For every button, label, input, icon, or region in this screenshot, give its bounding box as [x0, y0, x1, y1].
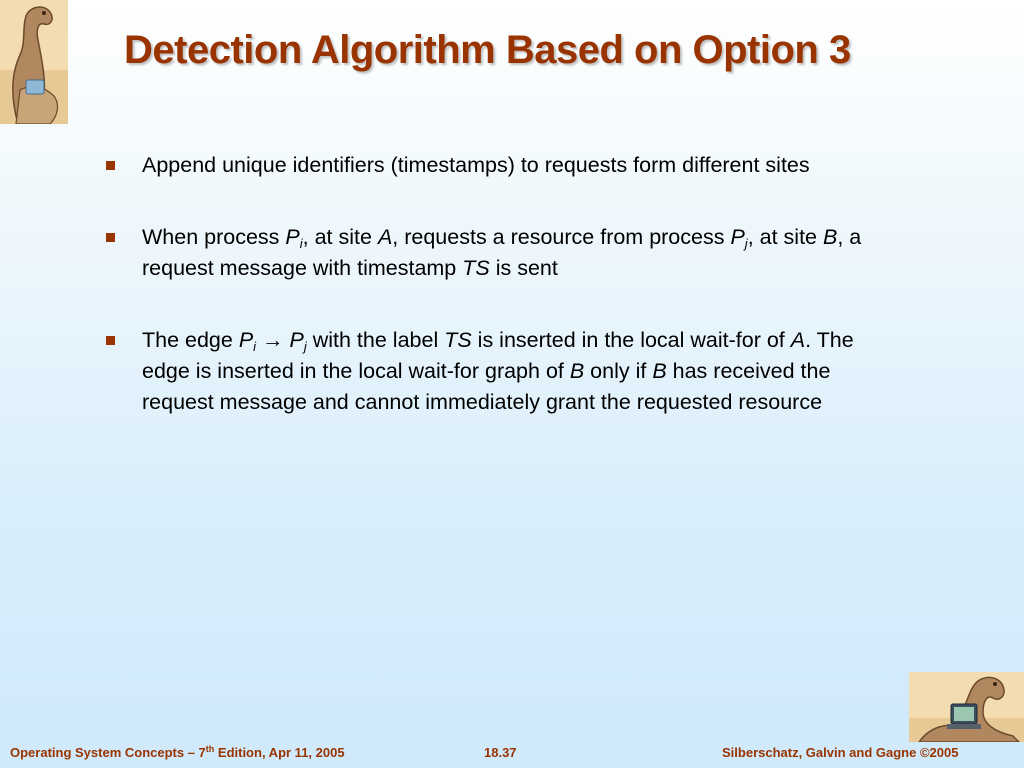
- bullet-item: [100, 222, 900, 284]
- slide-title: Detection Algorithm Based on Option 3: [124, 28, 851, 72]
- square-bullet-icon: [106, 161, 115, 170]
- bullet-text: Append unique identifiers (timestamps) to requests form different sites: [142, 153, 810, 177]
- bullet-text: When process $P_i$, at site A, requests a resource from process $P_j$, at site B, a request message with timestamp TS is sent: [142, 225, 862, 280]
- square-bullet-icon: [106, 336, 115, 345]
- footer-copyright: Silberschatz, Galvin and Gagne ©2005: [722, 745, 959, 760]
- square-bullet-icon: [106, 233, 115, 242]
- bullet-list: [100, 150, 900, 459]
- bullet-item: [100, 150, 900, 181]
- footer-book-title: Operating System Concepts – 7th Edition, Apr 11, 2005: [10, 744, 345, 760]
- dinosaur-logo-icon: [0, 0, 68, 124]
- dinosaur-laptop-logo-icon: [909, 672, 1024, 742]
- bullet-item: [100, 325, 900, 418]
- bullet-text: The edge $P_i \to P_j$ with the label TS is inserted in the local wait-for of A. The edge is inserted in the local wait-for graph of B only if B has received the request message and cannot immediately grant the requested resource: [142, 328, 854, 414]
- footer-slide-number: 18.37: [484, 745, 517, 760]
